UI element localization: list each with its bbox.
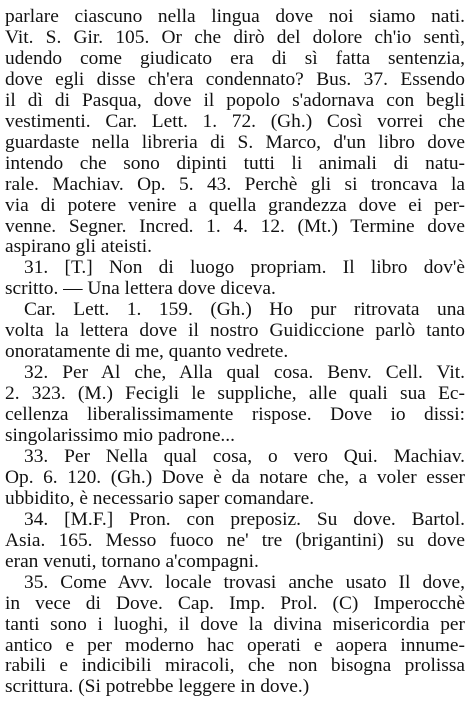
text-line: il dì di Pasqua, dove il popolo s'adornava con begli	[5, 89, 465, 111]
text-line: 33. Per Nella qual cosa, o vero Qui. Machiav.	[24, 445, 465, 467]
text-line: udendo come giudicato era di sì fatta sentenzia,	[5, 47, 465, 69]
text-line: Vit. S. Gir. 105. Or che dirò del dolore ch'io sentì,	[5, 26, 465, 48]
text-line: antico e per moderno hac operati e aopera innume-	[5, 634, 465, 656]
text-line: scritto. — Una lettera dove diceva.	[5, 278, 276, 300]
text-line: 31. [T.] Non di luogo propriam. Il libro dov'è	[24, 257, 465, 279]
text-line: aspirano gli ateisti.	[5, 236, 153, 258]
text-line: scrittura. (Si potrebbe leggere in dove.)	[5, 676, 310, 698]
text-line: Car. Lett. 1. 159. (Gh.) Ho pur ritrovata una	[24, 299, 465, 321]
text-line: rabili e indicibili miracoli, che non bisogna prolissa	[5, 655, 465, 677]
text-line: intendo che sono dipinti tutti li animali di natu-	[5, 152, 465, 174]
text-line: eran venuti, tornano a'compagni.	[5, 550, 259, 572]
text-line: onoratamente di me, quanto vedrete.	[5, 341, 289, 363]
text-line: in vece di Dove. Cap. Imp. Prol. (C) Imperocchè	[5, 592, 465, 614]
text-line: 34. [M.F.] Pron. con preposiz. Su dove. Bartol.	[24, 508, 465, 530]
text-line: Op. 6. 120. (Gh.) Dove è da notare che, a voler esser	[5, 466, 465, 488]
text-line: cellenza liberalissimamente rispose. Dove io dissi:	[5, 404, 465, 426]
text-line: guardaste nella libreria di S. Marco, d'un libro dove	[5, 131, 465, 153]
text-line: singolarissimo mio padrone...	[5, 425, 235, 446]
text-line: 35. Come Avv. locale trovasi anche usato Il dove,	[24, 571, 465, 593]
text-line: rale. Machiav. Op. 5. 43. Perchè gli si troncava la	[5, 173, 465, 195]
text-line: dove egli disse ch'era condennato? Bus. 37. Essendo	[5, 68, 465, 90]
text-line: 32. Per Al che, Alla qual cosa. Benv. Cell. Vit.	[24, 362, 465, 384]
text-line: vestimenti. Car. Lett. 1. 72. (Gh.) Così vorrei che	[5, 110, 465, 132]
text-line: Asia. 165. Messo fuoco ne' tre (brigantini) su dove	[5, 529, 465, 551]
text-line: venne. Segner. Incred. 1. 4. 12. (Mt.) Termine dove	[5, 215, 465, 237]
text-line: via di potere venire a quella grandezza dove ei per-	[5, 194, 465, 216]
text-line: volta la lettera dove il nostro Guidiccione parlò tanto	[5, 320, 465, 342]
text-line: tanti sono i luoghi, il dove la divina misericordia per	[5, 613, 465, 635]
text-line: parlare ciascuno nella lingua dove noi siamo nati.	[5, 6, 465, 27]
text-line: 2. 323. (M.) Fecigli le suppliche, alle quali sua Ec-	[5, 383, 465, 405]
text-line: ubbidito, è necessario saper comandare.	[5, 487, 315, 509]
